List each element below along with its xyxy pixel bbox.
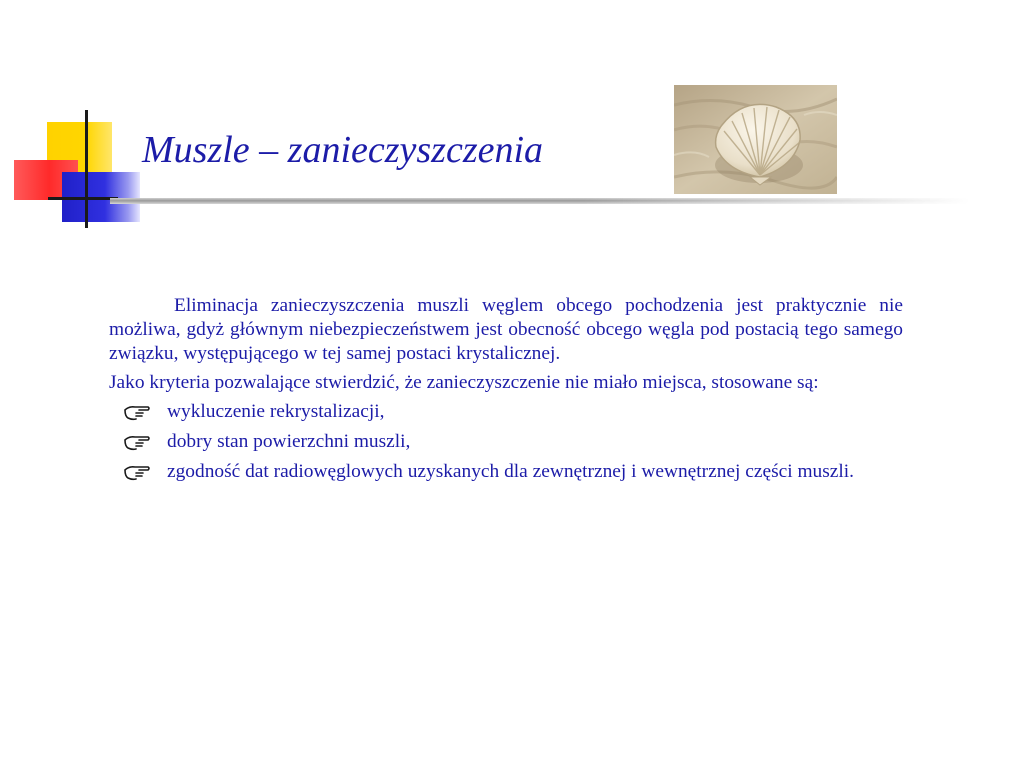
list-item: [109, 460, 903, 484]
decor-horizontal-line-head: [48, 197, 118, 200]
criteria-list: [109, 400, 903, 484]
list-item: [109, 400, 903, 424]
scallop-shell-icon: [674, 85, 837, 194]
paragraph-2: Jako kryteria pozwalające stwierdzić, że zanieczyszczenie nie miało miejsca, stosowane są:: [109, 372, 819, 393]
shell-photo: [674, 85, 837, 194]
paragraph-1: Eliminacja zanieczyszczenia muszli węglem obcego pochodzenia jest praktycznie nie możliwa, gdyż głównym niebezpieczeństwem jest obecność obcego węgla pod postacią tego samego związku, występującego w tej samej postaci krystalicznej.: [109, 295, 903, 364]
list-item-text: dobry stan powierzchni muszli,: [167, 431, 411, 452]
decor-vertical-line: [85, 110, 88, 228]
slide-body: [109, 294, 903, 490]
pointing-hand-icon: [123, 434, 151, 452]
pointing-hand-icon: [123, 404, 151, 422]
slide-title: Muszle – zanieczyszczenia: [142, 129, 544, 171]
list-item: [109, 430, 903, 454]
list-item-text: wykluczenie rekrystalizacji,: [167, 401, 385, 422]
list-item-text: zgodność dat radiowęglowych uzyskanych dla zewnętrznej i wewnętrznej części muszli.: [167, 461, 855, 482]
pointing-hand-icon: [123, 464, 151, 482]
title-underline: [110, 198, 970, 204]
